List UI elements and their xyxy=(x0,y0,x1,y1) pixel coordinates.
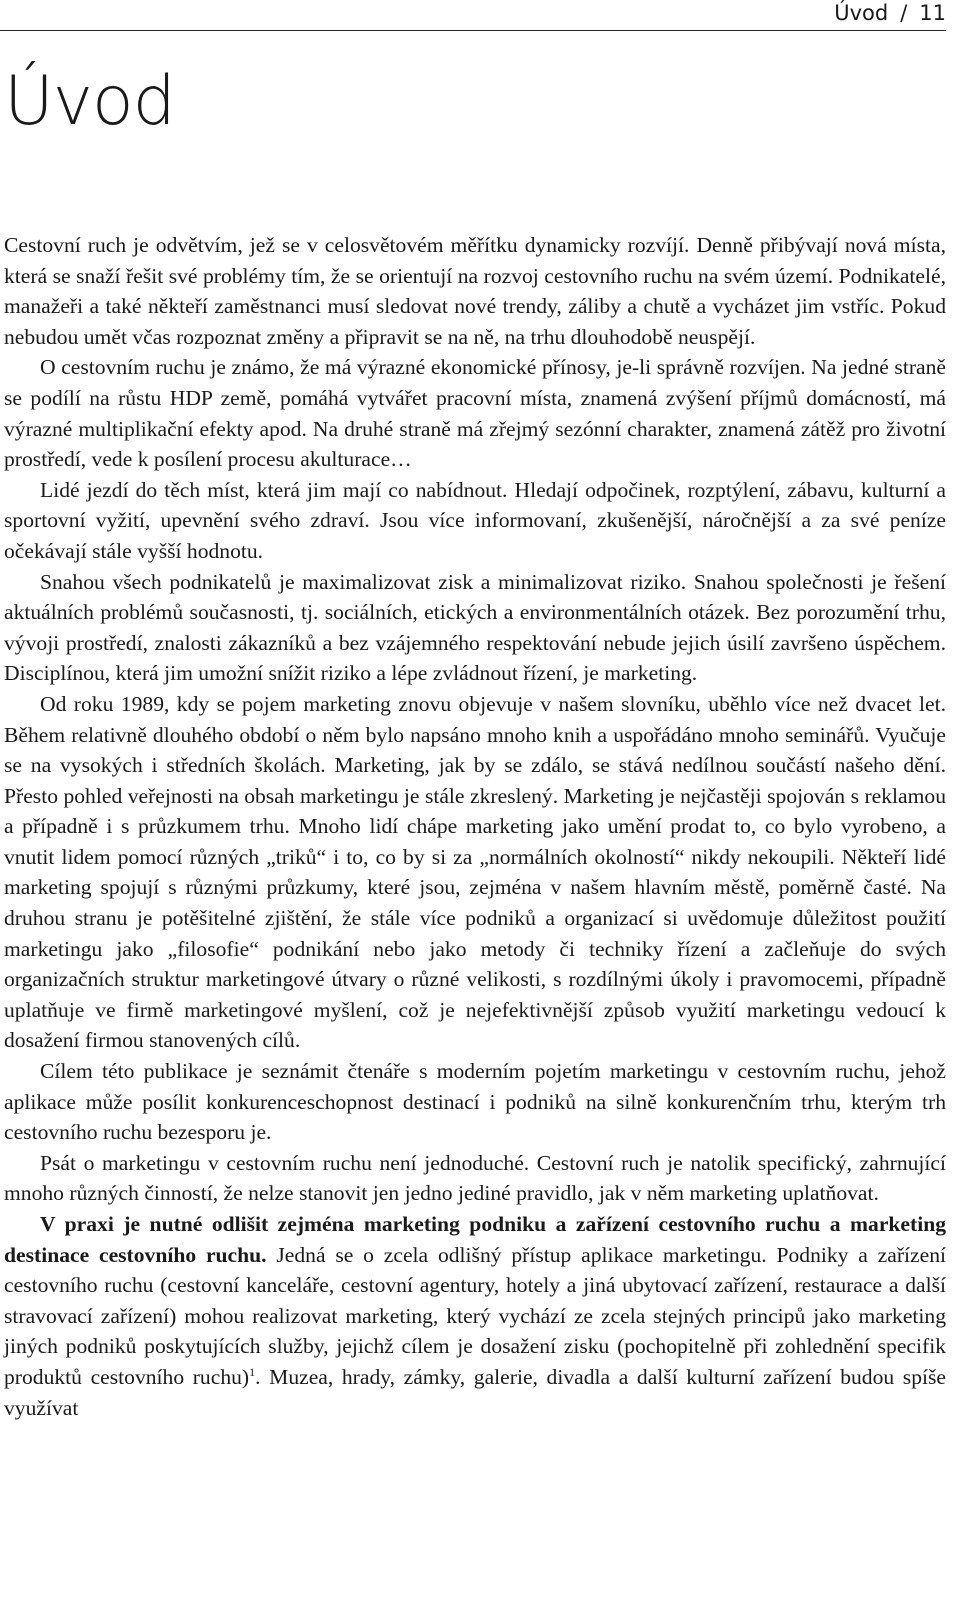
paragraph: Snahou všech podnikatelů je maximalizovat zisk a minimalizovat riziko. Snahou společnosti je řešení aktuálních problémů současnosti, tj. sociálních, etických a environmentálních otázek. Bez porozumění trhu, vývoji prostředí, znalosti zákazníků a bez vzájemného respektování nebude jejich úsilí završeno úspěchem. Disciplínou, která jim umožní snížit riziko a lépe zvládnout řízení, je marketing. xyxy=(4,569,946,686)
paragraph-text-continued: . Muzea, hrady, zámky, galerie, divadla a další kulturní zařízení budou spíše využívat xyxy=(4,1364,946,1420)
paragraph: Psát o marketingu v cestovním ruchu není jednoduché. Cestovní ruch je natolik specifický, zahrnující mnoho různých činností, že nelze stanovit jen jedno jediné pravidlo, jak v něm marketing uplatňovat. xyxy=(4,1150,946,1206)
header-rule xyxy=(0,30,946,31)
chapter-title: Úvod xyxy=(4,62,175,141)
bold-statement: V praxi je nutné odlišit zejména marketing podniku a zařízení cestovního ruchu a marketing destinace cestovního ruchu. xyxy=(4,1212,946,1267)
paragraph-text: Jedná se o zcela odlišný přístup aplikace marketingu. Podniky a zařízení cestovního ruchu (cestovní kanceláře, cestovní agentury, hotely a jiná ubytovací zařízení, restaurace a další stravovací zařízení) mohou realizovat marketing, který vychází ze zcela stejných principů jako marketing jiných podniků poskytujících služby, jejichž cílem je dosažení zisku (pochopitelně při zohlednění specifik produktů cestovního ruchu) xyxy=(4,1242,946,1389)
paragraph: Od roku 1989, kdy se pojem marketing znovu objevuje v našem slovníku, uběhlo více než dvacet let. Během relativně dlouhého období o něm bylo napsáno mnoho knih a uspořádáno mnoho seminářů. Vyučuje se na vysokých i středních školách. Marketing, jak by se zdálo, se stává nedílnou součástí našeho dění. Přesto pohled veřejnosti na obsah marketingu je stále zkreslený. Marketing je nejčastěji spojován s reklamou a případně i s průzkumem trhu. Mnoho lidí chápe marketing jako umění prodat to, co bylo vyrobeno, a vnutit lidem pomocí různých „triků“ i to, co by si za „normálních okolností“ nikdy nekoupili. Někteří lidé marketing spojují s různými průzkumy, které jsou, zejména v našem hlavním městě, poměrně časté. Na druhou stranu je potěšitelné zjištění, že stále více podniků a organizací si uvědomuje důležitost použití marketingu jako „filosofie“ podnikání nebo jako metody či techniky řízení a začleňuje do svých organizačních struktur marketingové útvary o různé velikosti, s rozdílnými úkoly i pravomocemi, případně uplatňuje ve firmě marketingové myšlení, což je nejefektivnější způsob využití marketingu vedoucí k dosažení firmou stanovených cílů. xyxy=(4,691,946,1053)
paragraph: Lidé jezdí do těch míst, která jim mají co nabídnout. Hledají odpočinek, rozptýlení, zábavu, kulturní a sportovní vyžití, upevnění svého zdraví. Jsou více informovaní, zkušenější, náročnější a za své peníze očekávají stále vyšší hodnotu. xyxy=(4,477,946,563)
body-text xyxy=(4,230,946,1423)
running-head-separator: / xyxy=(900,1,908,25)
page-number: 11 xyxy=(919,1,946,25)
paragraph: Cílem této publikace je seznámit čtenáře s moderním pojetím marketingu v cestovním ruchu, jehož aplikace může posílit konkurenceschopnost destinací i podniků na silně konkurenčním trhu, kterým trh cestovního ruchu bezesporu je. xyxy=(4,1059,946,1145)
running-head xyxy=(834,0,946,26)
paragraph-last xyxy=(4,1209,946,1423)
footnote-marker: 1 xyxy=(249,1364,256,1379)
paragraph: O cestovním ruchu je známo, že má výrazné ekonomické přínosy, je-li správně rozvíjen. Na jedné straně se podílí na růstu HDP země, pomáhá vytvářet pracovní místa, znamená zvýšení příjmů domácností, má výrazné multiplikační efekty apod. Na druhé straně má zřejmý sezónní charakter, znamená zátěž pro životní prostředí, vede k posílení procesu akulturace… xyxy=(4,355,946,472)
running-head-section: Úvod xyxy=(834,1,889,25)
paragraph: Cestovní ruch je odvětvím, jež se v celosvětovém měřítku dynamicky rozvíjí. Denně přibývají nová místa, která se snaží řešit své problémy tím, že se orientují na rozvoj cestovního ruchu na svém území. Podnikatelé, manažeři a také někteří zaměstnanci musí sledovat nové trendy, záliby a chutě a vycházet jim vstříc. Pokud nebudou umět včas rozpoznat změny a připravit se na ně, na trhu dlouhodobě neuspějí. xyxy=(4,233,946,349)
